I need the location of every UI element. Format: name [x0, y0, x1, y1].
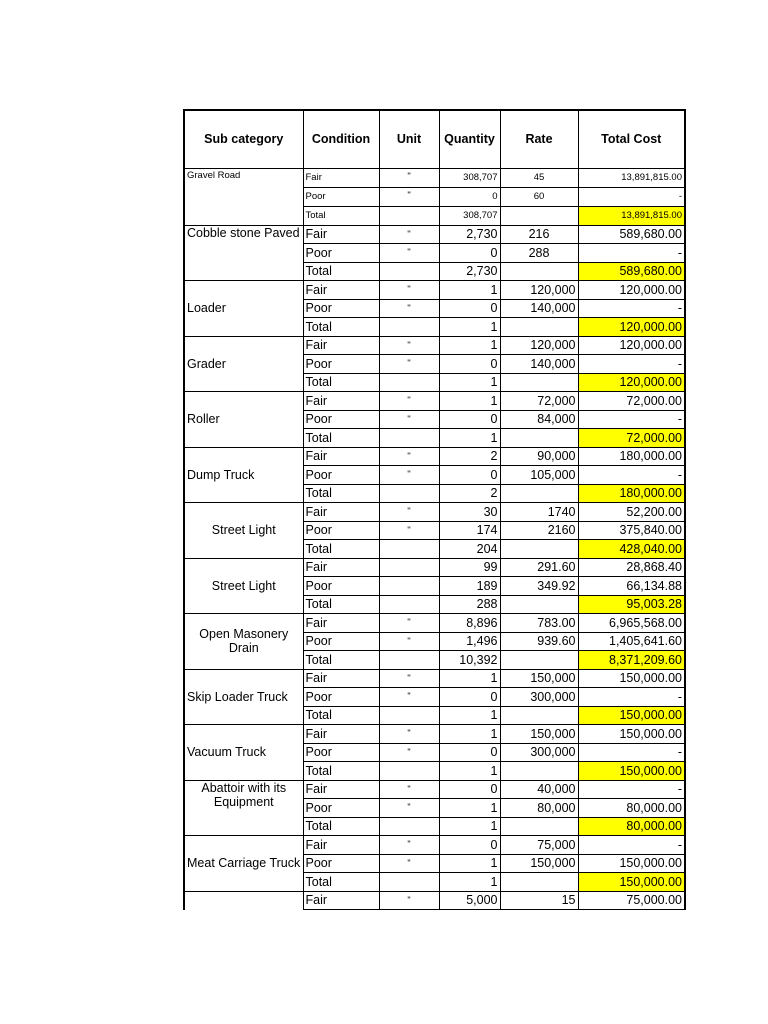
table-row: [184, 336, 685, 355]
condition-cell: Poor: [303, 244, 379, 263]
total-cost-cell: 120,000.00: [578, 373, 685, 392]
unit-cell: ": [379, 854, 439, 873]
rate-cell: 288: [500, 244, 578, 263]
condition-cell: Fair: [303, 336, 379, 355]
quantity-cell: 5,000: [439, 891, 500, 910]
condition-cell: Fair: [303, 503, 379, 522]
unit-cell: ": [379, 799, 439, 818]
condition-cell: Total: [303, 429, 379, 448]
quantity-cell: 99: [439, 558, 500, 577]
quantity-cell: 1: [439, 281, 500, 300]
rate-cell: 150,000: [500, 854, 578, 873]
total-cost-cell: 180,000.00: [578, 484, 685, 503]
sub-category-cell: Abattoir with its Equipment: [184, 780, 303, 836]
quantity-cell: 174: [439, 521, 500, 540]
condition-cell: Total: [303, 262, 379, 281]
condition-cell: Fair: [303, 168, 379, 187]
rate-cell: 300,000: [500, 743, 578, 762]
condition-cell: Fair: [303, 447, 379, 466]
cost-table: [183, 109, 686, 910]
total-cost-cell: -: [578, 688, 685, 707]
quantity-cell: 1,496: [439, 632, 500, 651]
condition-cell: Total: [303, 817, 379, 836]
unit-cell: '': [379, 521, 439, 540]
condition-cell: Poor: [303, 410, 379, 429]
total-cost-cell: 375,840.00: [578, 521, 685, 540]
condition-cell: Poor: [303, 799, 379, 818]
unit-cell: '': [379, 503, 439, 522]
condition-cell: Poor: [303, 299, 379, 318]
total-cost-cell: 80,000.00: [578, 799, 685, 818]
total-cost-cell: -: [578, 836, 685, 855]
condition-cell: Total: [303, 651, 379, 670]
total-cost-cell: 1,405,641.60: [578, 632, 685, 651]
total-cost-cell: -: [578, 355, 685, 374]
rate-cell: 15: [500, 891, 578, 910]
condition-cell: Fair: [303, 614, 379, 633]
unit-cell: [379, 429, 439, 448]
unit-cell: ": [379, 168, 439, 187]
unit-cell: [379, 373, 439, 392]
total-cost-cell: 120,000.00: [578, 318, 685, 337]
table-row: [184, 558, 685, 577]
rate-cell: [500, 484, 578, 503]
condition-cell: Total: [303, 706, 379, 725]
total-cost-cell: 13,891,815.00: [578, 206, 685, 225]
unit-cell: '': [379, 355, 439, 374]
rate-cell: 90,000: [500, 447, 578, 466]
table-row: [184, 669, 685, 688]
condition-cell: Total: [303, 373, 379, 392]
condition-cell: Fair: [303, 836, 379, 855]
total-cost-cell: 52,200.00: [578, 503, 685, 522]
total-cost-cell: -: [578, 780, 685, 799]
rate-cell: 939.60: [500, 632, 578, 651]
condition-cell: Fair: [303, 558, 379, 577]
quantity-cell: 1: [439, 854, 500, 873]
condition-cell: Poor: [303, 854, 379, 873]
condition-cell: Total: [303, 762, 379, 781]
total-cost-cell: 75,000.00: [578, 891, 685, 910]
rate-cell: 60: [500, 187, 578, 206]
rate-cell: 349.92: [500, 577, 578, 596]
condition-cell: Poor: [303, 187, 379, 206]
sub-category-cell: Roller: [184, 392, 303, 448]
unit-cell: ": [379, 725, 439, 744]
rate-cell: 140,000: [500, 299, 578, 318]
rate-cell: 140,000: [500, 355, 578, 374]
rate-cell: 40,000: [500, 780, 578, 799]
total-cost-cell: 589,680.00: [578, 225, 685, 244]
rate-cell: 2160: [500, 521, 578, 540]
rate-cell: 105,000: [500, 466, 578, 485]
total-cost-cell: 66,134.88: [578, 577, 685, 596]
table-row: [184, 225, 685, 244]
sub-category-cell: Grader: [184, 336, 303, 392]
unit-cell: '': [379, 669, 439, 688]
rate-cell: 300,000: [500, 688, 578, 707]
rate-cell: [500, 373, 578, 392]
total-cost-cell: 13,891,815.00: [578, 168, 685, 187]
unit-cell: ": [379, 187, 439, 206]
unit-cell: ": [379, 688, 439, 707]
condition-cell: Poor: [303, 577, 379, 596]
total-cost-cell: 150,000.00: [578, 706, 685, 725]
unit-cell: [379, 206, 439, 225]
total-cost-cell: 95,003.28: [578, 595, 685, 614]
quantity-cell: 1: [439, 762, 500, 781]
rate-cell: 291.60: [500, 558, 578, 577]
quantity-cell: 1: [439, 669, 500, 688]
total-cost-cell: -: [578, 187, 685, 206]
quantity-cell: 0: [439, 466, 500, 485]
unit-cell: '': [379, 447, 439, 466]
rate-cell: 120,000: [500, 281, 578, 300]
condition-cell: Fair: [303, 225, 379, 244]
total-cost-cell: -: [578, 299, 685, 318]
table-row: [184, 503, 685, 522]
condition-cell: Poor: [303, 521, 379, 540]
sub-category-cell: Street Light: [184, 503, 303, 559]
unit-cell: [379, 577, 439, 596]
quantity-cell: 1: [439, 799, 500, 818]
rate-cell: [500, 540, 578, 559]
quantity-cell: 2,730: [439, 225, 500, 244]
header-rate: Rate: [500, 110, 578, 168]
quantity-cell: 10,392: [439, 651, 500, 670]
unit-cell: [379, 817, 439, 836]
total-cost-cell: 72,000.00: [578, 392, 685, 411]
sub-category-cell: Skip Loader Truck: [184, 669, 303, 725]
rate-cell: 150,000: [500, 669, 578, 688]
rate-cell: 84,000: [500, 410, 578, 429]
quantity-cell: 1: [439, 429, 500, 448]
table-row: [184, 168, 685, 187]
quantity-cell: 1: [439, 318, 500, 337]
header-row: [184, 110, 685, 168]
rate-cell: [500, 873, 578, 892]
quantity-cell: 1: [439, 817, 500, 836]
quantity-cell: 2: [439, 447, 500, 466]
rate-cell: 45: [500, 168, 578, 187]
quantity-cell: 2,730: [439, 262, 500, 281]
rate-cell: [500, 706, 578, 725]
condition-cell: Fair: [303, 891, 379, 910]
total-cost-cell: 150,000.00: [578, 725, 685, 744]
total-cost-cell: 589,680.00: [578, 262, 685, 281]
quantity-cell: 0: [439, 688, 500, 707]
total-cost-cell: 150,000.00: [578, 669, 685, 688]
rate-cell: 80,000: [500, 799, 578, 818]
unit-cell: [379, 873, 439, 892]
rate-cell: [500, 429, 578, 448]
total-cost-cell: 150,000.00: [578, 873, 685, 892]
quantity-cell: 1: [439, 725, 500, 744]
rate-cell: 1740: [500, 503, 578, 522]
header-unit: Unit: [379, 110, 439, 168]
quantity-cell: 0: [439, 299, 500, 318]
unit-cell: ": [379, 891, 439, 910]
condition-cell: Total: [303, 206, 379, 225]
total-cost-cell: -: [578, 466, 685, 485]
unit-cell: ": [379, 836, 439, 855]
total-cost-cell: 180,000.00: [578, 447, 685, 466]
unit-cell: [379, 318, 439, 337]
quantity-cell: 1: [439, 706, 500, 725]
sub-category-cell: Open Masonery Drain: [184, 614, 303, 670]
rate-cell: 75,000: [500, 836, 578, 855]
condition-cell: Poor: [303, 466, 379, 485]
unit-cell: '': [379, 225, 439, 244]
unit-cell: ": [379, 780, 439, 799]
sub-category-cell: Vacuum Truck: [184, 725, 303, 781]
table-row: [184, 836, 685, 855]
rate-cell: [500, 262, 578, 281]
condition-cell: Total: [303, 595, 379, 614]
sub-category-cell: Street Light: [184, 558, 303, 614]
unit-cell: '': [379, 632, 439, 651]
table-row: [184, 891, 685, 910]
table-row: [184, 392, 685, 411]
unit-cell: [379, 484, 439, 503]
header-sub-category: Sub category: [184, 110, 303, 168]
condition-cell: Fair: [303, 725, 379, 744]
rate-cell: 120,000: [500, 336, 578, 355]
rate-cell: [500, 595, 578, 614]
rate-cell: [500, 651, 578, 670]
rate-cell: [500, 206, 578, 225]
quantity-cell: 0: [439, 743, 500, 762]
header-total-cost: Total Cost: [578, 110, 685, 168]
quantity-cell: 2: [439, 484, 500, 503]
condition-cell: Poor: [303, 632, 379, 651]
sub-category-cell: Loader: [184, 281, 303, 337]
condition-cell: Fair: [303, 669, 379, 688]
unit-cell: '': [379, 392, 439, 411]
quantity-cell: 0: [439, 410, 500, 429]
rate-cell: 216: [500, 225, 578, 244]
condition-cell: Fair: [303, 281, 379, 300]
sub-category-cell: Meat Carriage Truck: [184, 836, 303, 892]
condition-cell: Total: [303, 484, 379, 503]
unit-cell: [379, 540, 439, 559]
quantity-cell: 0: [439, 244, 500, 263]
unit-cell: '': [379, 336, 439, 355]
table-row: [184, 447, 685, 466]
quantity-cell: 0: [439, 187, 500, 206]
condition-cell: Poor: [303, 355, 379, 374]
unit-cell: [379, 706, 439, 725]
condition-cell: Total: [303, 540, 379, 559]
quantity-cell: 0: [439, 780, 500, 799]
rate-cell: [500, 817, 578, 836]
total-cost-cell: 80,000.00: [578, 817, 685, 836]
header-quantity: Quantity: [439, 110, 500, 168]
quantity-cell: 30: [439, 503, 500, 522]
rate-cell: 72,000: [500, 392, 578, 411]
condition-cell: Fair: [303, 392, 379, 411]
unit-cell: '': [379, 466, 439, 485]
condition-cell: Fair: [303, 780, 379, 799]
table-row: [184, 614, 685, 633]
sub-category-cell: Dump Truck: [184, 447, 303, 503]
quantity-cell: 8,896: [439, 614, 500, 633]
quantity-cell: 1: [439, 336, 500, 355]
total-cost-cell: 428,040.00: [578, 540, 685, 559]
unit-cell: [379, 651, 439, 670]
total-cost-cell: 150,000.00: [578, 762, 685, 781]
condition-cell: Total: [303, 873, 379, 892]
table-row: [184, 725, 685, 744]
unit-cell: '': [379, 614, 439, 633]
header-condition: Condition: [303, 110, 379, 168]
unit-cell: ": [379, 743, 439, 762]
table-row: [184, 281, 685, 300]
unit-cell: '': [379, 410, 439, 429]
condition-cell: Poor: [303, 743, 379, 762]
unit-cell: '': [379, 244, 439, 263]
quantity-cell: 308,707: [439, 206, 500, 225]
sub-category-cell: [184, 891, 303, 910]
total-cost-cell: 8,371,209.60: [578, 651, 685, 670]
quantity-cell: 0: [439, 836, 500, 855]
total-cost-cell: 120,000.00: [578, 336, 685, 355]
quantity-cell: 308,707: [439, 168, 500, 187]
quantity-cell: 189: [439, 577, 500, 596]
total-cost-cell: 72,000.00: [578, 429, 685, 448]
quantity-cell: 1: [439, 392, 500, 411]
total-cost-cell: -: [578, 410, 685, 429]
unit-cell: '': [379, 299, 439, 318]
total-cost-cell: 150,000.00: [578, 854, 685, 873]
quantity-cell: 204: [439, 540, 500, 559]
condition-cell: Total: [303, 318, 379, 337]
unit-cell: [379, 762, 439, 781]
sub-category-cell: Gravel Road: [184, 168, 303, 225]
total-cost-cell: 6,965,568.00: [578, 614, 685, 633]
rate-cell: [500, 318, 578, 337]
rate-cell: [500, 762, 578, 781]
table-body: [184, 168, 685, 910]
quantity-cell: 288: [439, 595, 500, 614]
condition-cell: Poor: [303, 688, 379, 707]
quantity-cell: 1: [439, 873, 500, 892]
unit-cell: [379, 595, 439, 614]
unit-cell: '': [379, 281, 439, 300]
total-cost-cell: 120,000.00: [578, 281, 685, 300]
table-row: [184, 780, 685, 799]
rate-cell: 150,000: [500, 725, 578, 744]
total-cost-cell: 28,868.40: [578, 558, 685, 577]
unit-cell: [379, 558, 439, 577]
sub-category-cell: Cobble stone Paved: [184, 225, 303, 281]
unit-cell: [379, 262, 439, 281]
quantity-cell: 0: [439, 355, 500, 374]
total-cost-cell: -: [578, 244, 685, 263]
rate-cell: 783.00: [500, 614, 578, 633]
total-cost-cell: -: [578, 743, 685, 762]
quantity-cell: 1: [439, 373, 500, 392]
